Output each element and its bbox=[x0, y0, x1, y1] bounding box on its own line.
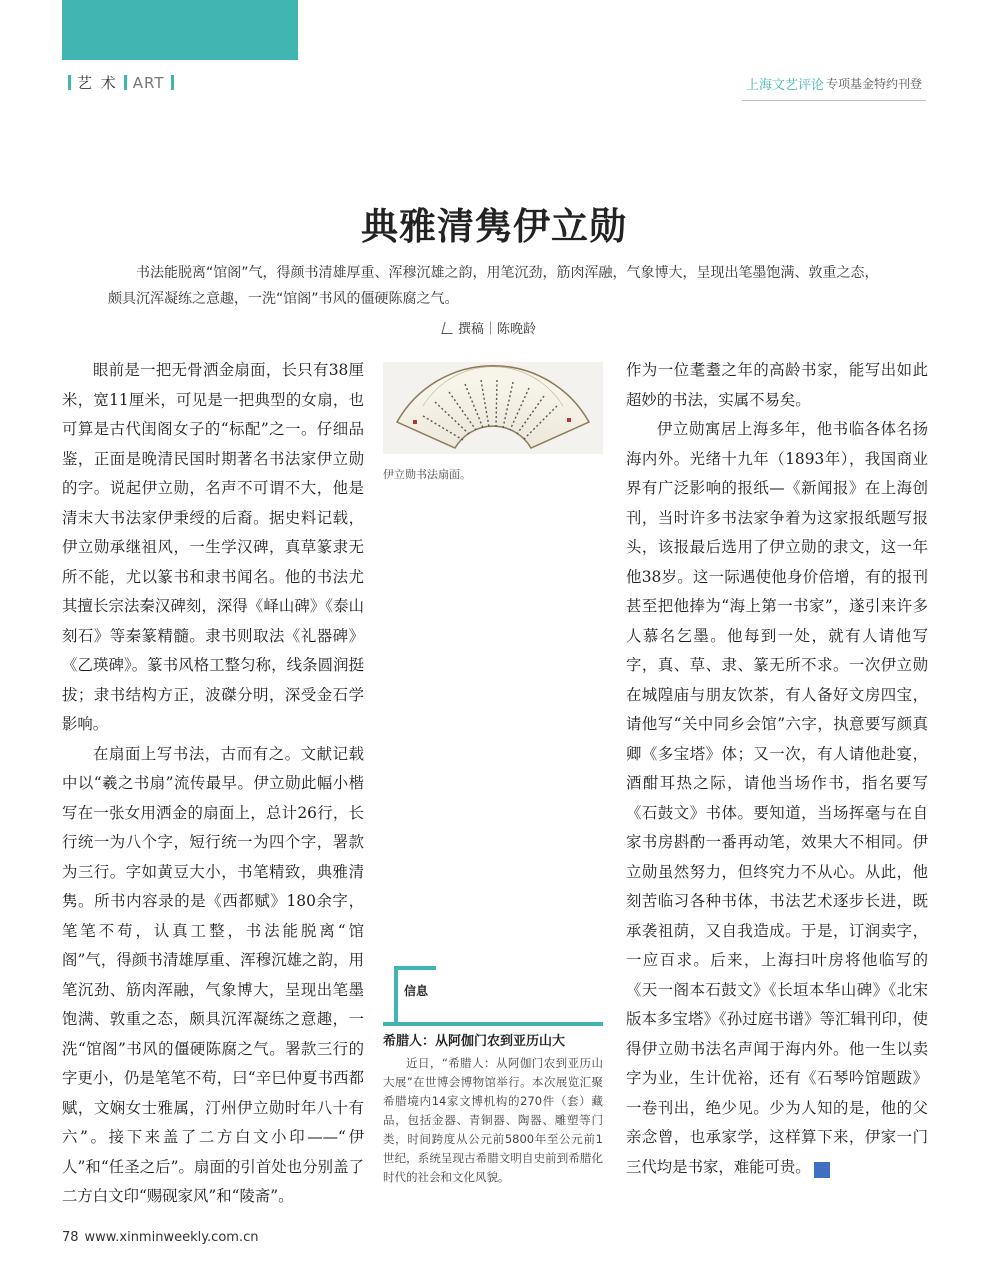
fan-image bbox=[383, 362, 603, 454]
body-paragraph: 在扇面上写书法，古而有之。文献记载中以“羲之书扇”流传最早。伊立勋此幅小楷写在一张女用洒金的扇面上，总计26行，长行统一为八个字，短行统一为四个字，署款为三行。字如黄豆大小，书笔精致，典雅清隽。所书内容录的是《西都赋》180余字，笔笔不苟，认真工整，书法能脱离“馆阁”气，得颜书清雄厚重、浑穆沉雄之韵，用笔沉劲、筋肉浑融，气象博大，呈现出笔墨饱满、敦重之态，颇具沉浑凝练之意趣，一洗“馆阁”书风的僵硬陈腐之气。署款三行的字更小，仍是笔笔不苟，曰“辛巳仲夏书西都赋，文娴女士雅属，汀州伊立勋时年八十有六”。接下来盖了二方白文小印——“伊人”和“任圣之后”。扇面的引首处也分别盖了二方白文印“赐砚家风”和“陵斋”。 bbox=[62, 744, 364, 1205]
info-body: 近日，“希腊人：从阿伽门农到亚历山大展”在世博会博物馆举行。本次展览汇聚希腊境内14家文博机构的270件（套）藏品，包括金器、青铜器、陶器、雕塑等门类，时间跨度从公元前5800年至公元前1世纪，系统呈现古希腊文明自史前到希腊化时代的社会和文化风貌。 bbox=[383, 1056, 603, 1184]
body-paragraph: 眼前是一把无骨洒金扇面，长只有38厘米，宽11厘米，可见是一把典型的女扇，也可算是古代闺阁女子的“标配”之一。仔细品鉴，正面是晚清民国时期著名书法家伊立勋的字。说起伊立勋，名声不可谓不大，他是清末大书法家伊秉绶的后裔。据史料记载，伊立勋承继祖风，一生学汉碑，真草篆隶无所不能，尤以篆书和隶书闻名。他的书法尤其擅长宗法秦汉碑刻，深得《峄山碑》《泰山刻石》等秦篆精髓。隶书则取法《礼器碑》《乙瑛碑》。篆书风格工整匀称，线条圆润挺拔；隶书结构方正，波磔分明，深受金石学影响。 bbox=[62, 361, 364, 733]
sponsor-brand: 上海文艺评论 bbox=[745, 77, 824, 93]
article-title: 典雅清隽伊立勋 bbox=[361, 204, 627, 248]
page-number: 78 bbox=[62, 1230, 79, 1245]
info-rule bbox=[383, 1022, 603, 1026]
section-divider bbox=[171, 75, 174, 90]
body-paragraph bbox=[626, 415, 928, 1182]
pen-icon bbox=[441, 322, 455, 334]
section-divider bbox=[68, 75, 71, 90]
body-column-right bbox=[626, 356, 928, 1182]
fan-caption: 伊立勋书法扇面。 bbox=[383, 468, 471, 481]
body-column-left bbox=[62, 356, 364, 1212]
byline-text: 撰稿｜陈晚龄 bbox=[458, 322, 537, 337]
sponsor-note bbox=[742, 66, 926, 101]
header-color-block bbox=[62, 0, 298, 60]
section-name-en: ART bbox=[132, 74, 165, 92]
info-label: 信息 bbox=[404, 984, 429, 998]
body-paragraph: 作为一位耄耋之年的高龄书家，能写出如此超妙的书法，实属不易矣。 bbox=[626, 361, 928, 409]
body-paragraph-text: 伊立勋寓居上海多年，他书临各体名扬海内外。光绪十九年（1893年），我国商业界有广泛影响的报纸—《新闻报》在上海创刊，当时许多书法家争着为这家报纸题写报头，该报最后选用了伊立勋的隶文，这一年他38岁。这一际遇使他身价倍增，有的报刊甚至把他捧为“海上第一书家”，遂引来许多人慕名乞墨。他每到一处，就有人请他写字，真、草、隶、篆无所不求。一次伊立勋在城隍庙与朋友饮茶，有人备好文房四宝，请他写“关中同乡会馆”六字，执意要写颜真卿《多宝塔》体；又一次，有人请他赴宴，酒酣耳热之际，请他当场作书，指名要写《石鼓文》书体。要知道，当场挥毫与在自家书房斟酌一番再动笔，效果大不相同。伊立勋虽然努力，但终究力不从心。从此，他刻苦临习各种书体，书法艺术逐步长进，既承袭祖荫，又自我造成。于是，订润卖字，一应百求。后来，上海扫叶房将他临写的《天一阁本石鼓文》《长垣本华山碑》《北宋版本多宝塔》《孙过庭书谱》等汇辑刊印，使得伊立勋书法名声闻于海内外。他一生以卖字为业，生计优裕，还有《石琴吟馆题跋》一卷刊出，绝少见。少为人知的是，他的父亲念曾，也承家学，这样算下来，伊家一门三代均是书家，难能可贵。 bbox=[626, 420, 928, 1176]
fan-illustration bbox=[383, 362, 603, 454]
section-divider bbox=[124, 75, 127, 90]
article-lead: 书法能脱离“馆阁”气，得颜书清雄厚重、浑穆沉雄之韵，用笔沉劲，筋肉浑融，气象博大，呈现出笔墨饱满、敦重之态，颇具沉浑凝练之意趣，一洗“馆阁”书风的僵硬陈腐之气。 bbox=[108, 265, 879, 307]
end-mark-icon: 民 bbox=[814, 1162, 830, 1178]
page-footer bbox=[62, 1230, 258, 1245]
section-tag bbox=[62, 72, 180, 93]
section-name-cn: 艺 术 bbox=[77, 74, 118, 92]
sponsor-tail: 专项基金特约刊登 bbox=[825, 76, 922, 91]
info-heading: 希腊人：从阿伽门农到亚历山大 bbox=[383, 1034, 566, 1049]
byline bbox=[443, 318, 536, 337]
footer-url: www.xinminweekly.com.cn bbox=[84, 1230, 259, 1245]
